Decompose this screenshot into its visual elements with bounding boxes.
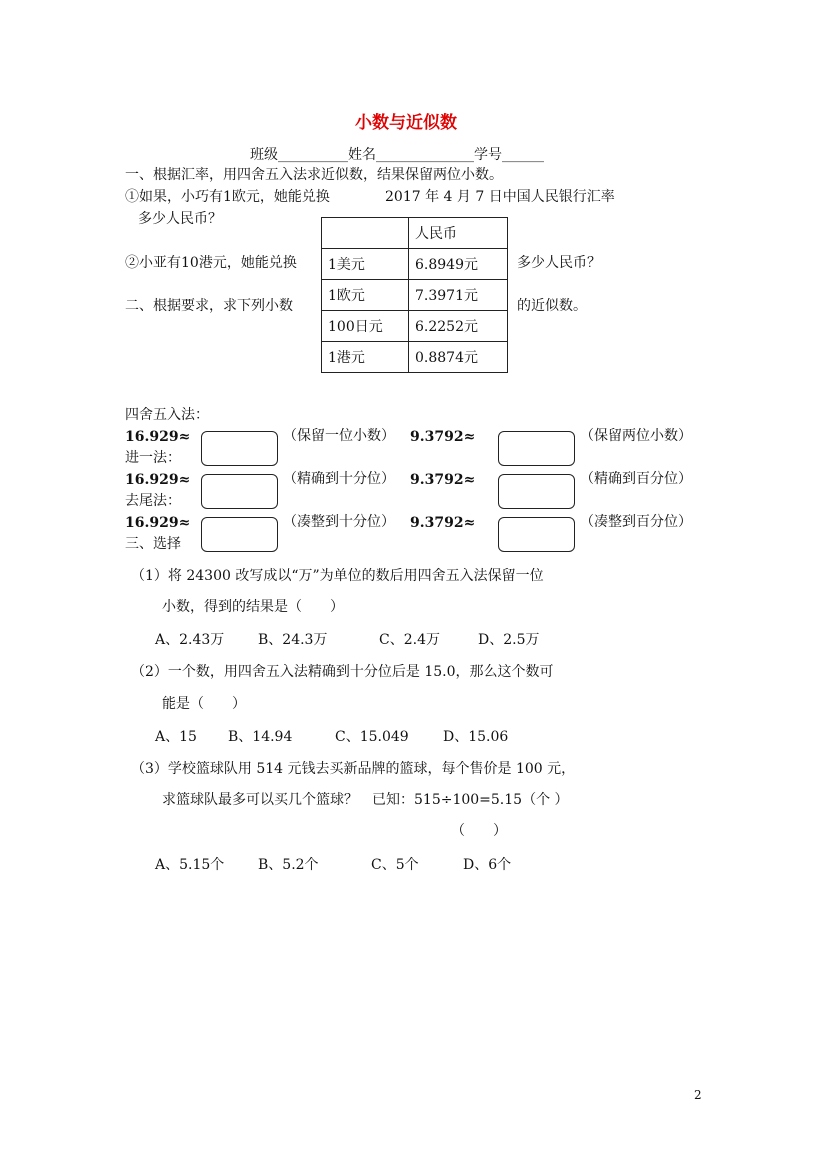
table-cell: 1欧元 (322, 280, 409, 311)
option-c[interactable]: C、2.4万 (379, 632, 440, 648)
answer-box[interactable] (498, 431, 575, 466)
section3-heading: 三、选择 (125, 536, 181, 552)
answer-box[interactable] (498, 474, 575, 509)
exchange-rate-table (321, 217, 508, 373)
option-a[interactable]: A、5.15个 (155, 857, 225, 873)
option-b[interactable]: B、5.2个 (258, 857, 319, 873)
table-cell: 人民币 (409, 218, 508, 249)
decimal-b: 9.3792≈ (410, 429, 476, 445)
question1-text-cont: 多少人民币？ (138, 211, 222, 227)
decimal-b: 9.3792≈ (410, 515, 476, 531)
choice-question-2: （2）一个数，用四舍五入法精确到十分位后是 15.0，那么这个数可 (131, 664, 554, 680)
table-cell: 1港元 (322, 342, 409, 373)
table-row (322, 218, 508, 249)
student-info-line: 班级__________姓名______________学号______ (250, 147, 544, 163)
table-row (322, 342, 508, 373)
choice-question-1-cont: 小数，得到的结果是（ ） (162, 599, 344, 615)
rounding-label: 四舍五入法： (125, 407, 209, 423)
hint-text: （凑整到百分位） (580, 514, 692, 530)
decimal-a: 16.929≈ (125, 515, 191, 531)
section2-heading-cont: 的近似数。 (517, 298, 587, 314)
hint-text: （保留两位小数） (580, 428, 692, 444)
table-row (322, 249, 508, 280)
answer-box[interactable] (498, 517, 575, 552)
table-cell (322, 218, 409, 249)
table-cell: 7.3971元 (409, 280, 508, 311)
decimal-a: 16.929≈ (125, 472, 191, 488)
page-title: 小数与近似数 (355, 113, 457, 133)
section1-heading: 一、根据汇率，用四舍五入法求近似数，结果保留两位小数。 (125, 167, 503, 183)
answer-blank[interactable]: （ ） (451, 823, 507, 839)
table-cell: 0.8874元 (409, 342, 508, 373)
question2-text: ②小亚有10港元，她能兑换 (125, 255, 297, 271)
option-c[interactable]: C、5个 (371, 857, 419, 873)
choice-question-1: （1）将 24300 改写成以“万”为单位的数后用四舍五入法保留一位 (131, 568, 544, 584)
truncate-label: 去尾法： (125, 493, 181, 509)
option-a[interactable]: A、2.43万 (155, 632, 225, 648)
answer-box[interactable] (201, 431, 278, 466)
option-d[interactable]: D、2.5万 (478, 632, 540, 648)
option-d[interactable]: D、15.06 (443, 729, 509, 745)
hint-text: （精确到十分位） (283, 471, 395, 487)
answer-box[interactable] (201, 474, 278, 509)
decimal-b: 9.3792≈ (410, 472, 476, 488)
option-a[interactable]: A、15 (155, 729, 197, 745)
round-up-label: 进一法： (125, 450, 181, 466)
question1-text: ①如果，小巧有1欧元，她能兑换 (125, 189, 330, 205)
choice-question-2-cont: 能是（ ） (162, 696, 246, 712)
section2-heading: 二、根据要求，求下列小数 (125, 298, 293, 314)
hint-text: （精确到百分位） (580, 471, 692, 487)
choice-question-3-cont: 求篮球队最多可以买几个篮球？ 已知：515÷100=5.15（个 ） (162, 792, 569, 808)
table-cell: 6.8949元 (409, 249, 508, 280)
hint-text: （保留一位小数） (283, 428, 395, 444)
table-cell: 1美元 (322, 249, 409, 280)
option-b[interactable]: B、24.3万 (258, 632, 328, 648)
table-row (322, 311, 508, 342)
option-b[interactable]: B、14.94 (228, 729, 293, 745)
page-number: 2 (694, 1088, 702, 1102)
hint-text: （凑整到十分位） (283, 514, 395, 530)
table-row (322, 280, 508, 311)
answer-box[interactable] (201, 517, 278, 552)
option-d[interactable]: D、6个 (463, 857, 512, 873)
decimal-a: 16.929≈ (125, 429, 191, 445)
question2-text-cont: 多少人民币？ (517, 255, 601, 271)
table-cell: 100日元 (322, 311, 409, 342)
table-cell: 6.2252元 (409, 311, 508, 342)
rate-caption: 2017 年 4 月 7 日中国人民银行汇率 (385, 189, 615, 205)
option-c[interactable]: C、15.049 (335, 729, 409, 745)
choice-question-3: （3）学校篮球队用 514 元钱去买新品牌的篮球，每个售价是 100 元， (131, 761, 576, 777)
